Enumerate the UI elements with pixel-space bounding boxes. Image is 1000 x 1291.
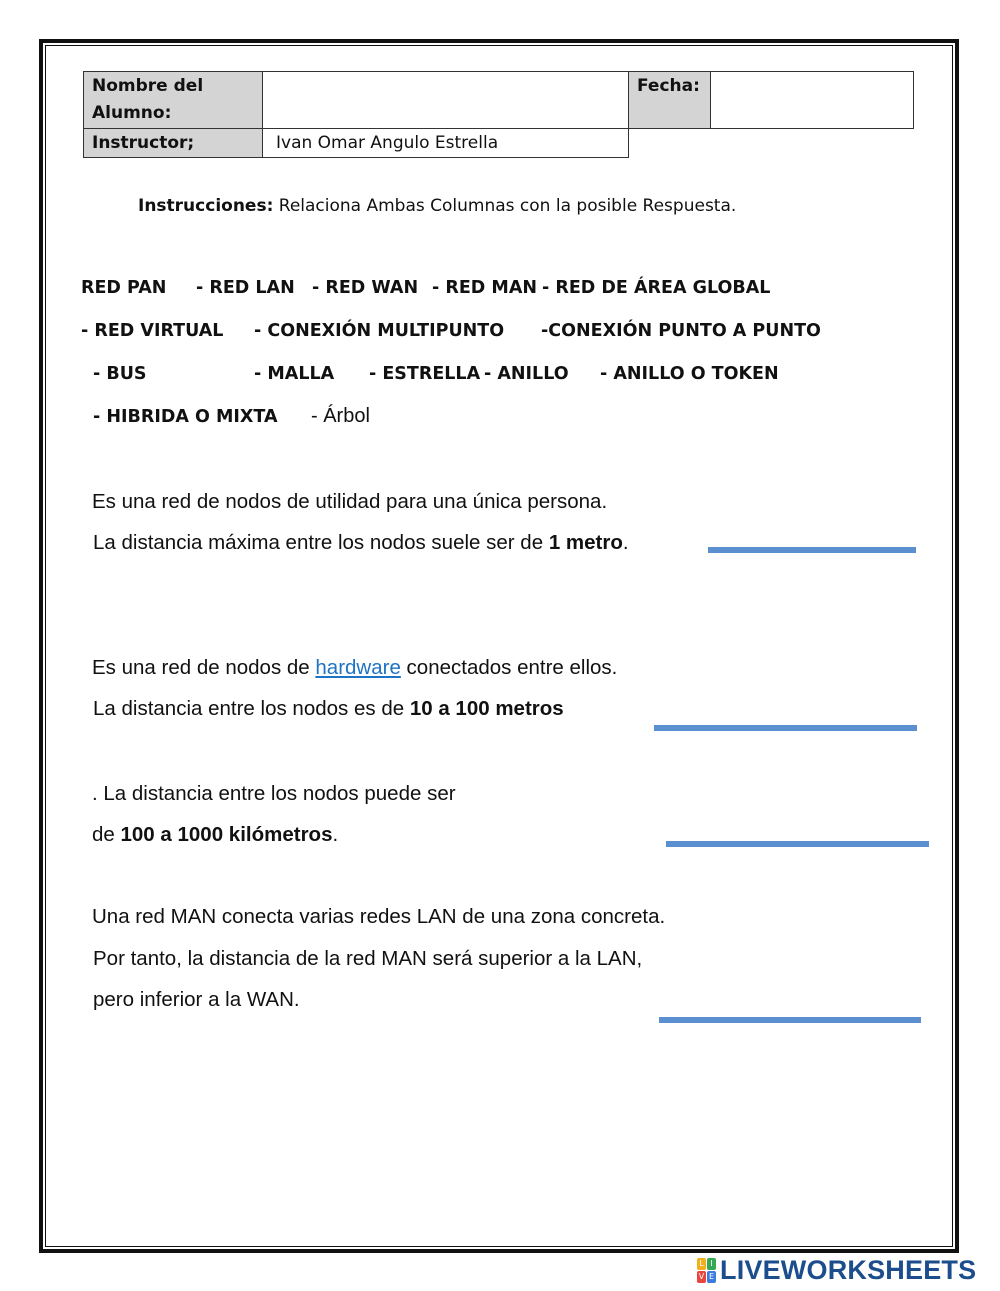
table-empty-area: [629, 129, 914, 158]
answer-field-4[interactable]: [659, 1017, 921, 1023]
answer-field-3[interactable]: [666, 841, 929, 847]
liveworksheets-brand: LIVEWORKSHEETS: [720, 1254, 977, 1285]
badge-letter-i: I: [707, 1258, 716, 1270]
student-name-label: Nombre del Alumno:: [84, 72, 263, 129]
option-red-man: - RED MAN: [432, 278, 538, 298]
option-anillo-o-token: - ANILLO O TOKEN: [600, 364, 779, 384]
option-hibrida-o-mixta: - HIBRIDA O MIXTA: [93, 407, 278, 427]
option-conexion-multipunto: - CONEXIÓN MULTIPUNTO: [254, 321, 505, 341]
answer-field-1[interactable]: [708, 547, 916, 553]
option-red-lan: - RED LAN: [196, 278, 295, 298]
instructor-value: Ivan Omar Angulo Estrella: [263, 129, 629, 158]
option-malla: - MALLA: [254, 364, 335, 384]
student-name-field[interactable]: [263, 72, 629, 129]
question-3-bold: 100 a 1000 kilómetros: [120, 823, 333, 846]
question-4-line-3: pero inferior a la WAN.: [93, 988, 300, 1011]
question-4-line-1: Una red MAN conecta varias redes LAN de una zona concreta.: [92, 905, 666, 928]
question-3-text: de: [92, 823, 121, 846]
question-1-line-2: [93, 530, 629, 556]
option-estrella: - ESTRELLA: [369, 364, 481, 384]
question-2-text: Es una red de nodos de: [92, 656, 316, 679]
question-1-bold: 1 metro: [548, 531, 623, 554]
option-conexion-punto-a-punto: -CONEXIÓN PUNTO A PUNTO: [541, 321, 821, 341]
option-arbol: - Árbol: [311, 405, 370, 427]
option-red-area-global: - RED DE ÁREA GLOBAL: [542, 278, 771, 298]
date-field[interactable]: [711, 72, 914, 129]
question-3-line-1: . La distancia entre los nodos puede ser: [92, 782, 456, 805]
option-red-virtual: - RED VIRTUAL: [81, 321, 224, 341]
option-red-wan: - RED WAN: [312, 278, 419, 298]
instructions-text: Relaciona Ambas Columnas con la posible Respuesta.: [273, 196, 737, 216]
instructions-label: Instrucciones:: [138, 196, 274, 216]
worksheet-inner-border: [45, 45, 953, 1247]
instructions: [138, 196, 736, 216]
student-info-table: [83, 71, 914, 158]
badge-letter-e: E: [708, 1271, 715, 1281]
badge-letter-l: L: [697, 1258, 706, 1270]
question-2-text-end: conectados entre ellos.: [400, 656, 618, 679]
question-2-line-1: [92, 655, 617, 681]
liveworksheets-logo: [697, 1255, 976, 1285]
question-1-text: La distancia máxima entre los nodos suele ser de: [93, 531, 549, 554]
badge-letter-v: V: [698, 1271, 705, 1281]
answer-field-2[interactable]: [654, 725, 917, 731]
option-anillo: - ANILLO: [484, 364, 569, 384]
question-1-line-1: Es una red de nodos de utilidad para una única persona.: [92, 490, 608, 513]
question-2-bold: 10 a 100 metros: [409, 697, 564, 720]
question-2-line-2: [93, 696, 564, 722]
question-2-distance-text: La distancia entre los nodos es de: [93, 697, 410, 720]
question-4-line-2: Por tanto, la distancia de la red MAN será superior a la LAN,: [93, 947, 643, 970]
instructor-label: Instructor;: [84, 129, 263, 158]
option-bus: - BUS: [93, 364, 147, 384]
date-label: Fecha:: [629, 72, 711, 129]
question-3-period: .: [332, 823, 339, 846]
option-red-pan: RED PAN: [81, 278, 167, 298]
hardware-link[interactable]: hardware: [315, 656, 401, 679]
question-3-line-2: [92, 822, 338, 848]
liveworksheets-badge-icon: [697, 1258, 716, 1283]
question-1-period: .: [622, 531, 629, 554]
